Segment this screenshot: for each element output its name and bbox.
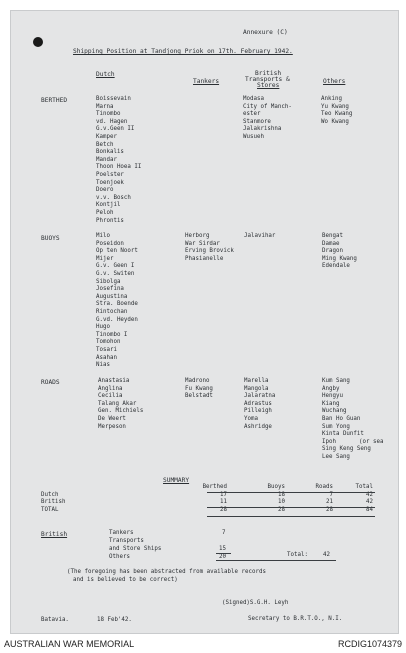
summary-cell: 42 xyxy=(366,491,373,498)
buoys-dutch-list xyxy=(96,233,138,370)
ship-name: Bonkalis xyxy=(96,149,124,156)
ship-name: Wusueh xyxy=(243,133,264,140)
ship-name: G.v.Geen II xyxy=(96,126,135,133)
ship-name: Jalavihar xyxy=(244,233,276,239)
ship-name: Hugo xyxy=(96,324,110,331)
summary-cell: 28 xyxy=(326,506,333,513)
summary-row-label: British xyxy=(41,499,66,506)
ship-name: Tomohon xyxy=(96,339,121,346)
ship-name: Milo xyxy=(96,233,110,239)
ship-name: Anastasia xyxy=(98,378,130,384)
ship-name: Pilleigh xyxy=(244,408,272,415)
summary-row-label: Dutch xyxy=(41,491,59,498)
heading-others: Others xyxy=(323,78,346,85)
heading-british: British xyxy=(255,70,282,77)
summary-cell: 28 xyxy=(278,506,285,513)
date: 18 Feb'42. xyxy=(97,617,132,623)
ship-name: Wuchang xyxy=(322,408,347,415)
ship-name: Herborg xyxy=(185,233,210,239)
ship-name: Ming Kwang xyxy=(322,255,357,262)
summary-bottom-rule xyxy=(207,516,375,517)
buoys-tankers-list xyxy=(185,233,234,263)
ship-name: Anglina xyxy=(98,385,123,392)
summary-cell: 42 xyxy=(366,499,373,506)
section-label-roads: ROADS xyxy=(41,379,60,386)
british-breakdown-value: 15 xyxy=(219,546,226,552)
summary-col-header: Buoys xyxy=(267,484,285,490)
footer-institution: AUSTRALIAN WAR MEMORIAL xyxy=(4,639,135,649)
note-line-2: and is believed to be correct) xyxy=(73,577,178,583)
ship-name: Madrono xyxy=(185,378,210,384)
british-breakdown-value: 7 xyxy=(222,530,226,536)
ship-name: Jalaratna xyxy=(244,393,276,400)
ship-name: City of Manch- xyxy=(243,103,292,110)
ship-name: Gen. Michiels xyxy=(98,408,144,415)
ship-name: Merpeson xyxy=(98,423,126,430)
british-total-value: 42 xyxy=(323,552,330,558)
archive-footer xyxy=(0,634,406,653)
ship-name: Toenjoek xyxy=(96,179,124,186)
ship-name: Sing Keng Seng xyxy=(322,446,371,453)
ship-name: Asahan xyxy=(96,354,117,361)
ship-name: Rintochan xyxy=(96,308,128,315)
summary-cell: 10 xyxy=(278,499,285,506)
ship-name: War Sirdar xyxy=(185,240,220,247)
document-page xyxy=(10,10,399,634)
summary-row xyxy=(41,499,373,507)
summary-col-header: Roads xyxy=(315,484,333,490)
ship-name: Poelster xyxy=(96,171,124,178)
summary-cell: 21 xyxy=(326,499,333,506)
ship-name: Stra. Boende xyxy=(96,301,138,308)
heading-transports: Transports & xyxy=(245,76,290,83)
annexure-label: Annexure (C) xyxy=(243,29,288,36)
ship-name: Mijer xyxy=(96,255,114,262)
document-title: Shipping Position at Tandjong Priok on 17th. February 1942. xyxy=(73,48,293,55)
ship-name: Yoma xyxy=(244,415,258,422)
ship-name: Op ten Noort xyxy=(96,248,138,255)
ship-name: Hengyu xyxy=(322,393,343,400)
heading-tankers: Tankers xyxy=(193,78,220,85)
roads-british-list xyxy=(244,378,275,431)
buoys-british-list xyxy=(244,233,275,241)
ship-name: Tinombo xyxy=(96,111,121,118)
british-breakdown-item: Others xyxy=(109,554,130,560)
buoys-others-list xyxy=(322,233,357,271)
ship-name: Ashridge xyxy=(244,423,272,430)
ship-name: Jalakrishna xyxy=(243,126,282,133)
punch-hole xyxy=(33,37,43,47)
ship-name: G.v. Geen I xyxy=(96,263,135,270)
ship-name: Marna xyxy=(96,103,114,110)
ship-name: G.vd. Heyden xyxy=(96,316,138,323)
place: Batavia. xyxy=(41,617,69,623)
ship-name: Thoon Hoea II xyxy=(96,164,142,171)
ship-name: Kontjil xyxy=(96,202,121,209)
british-breakdown-item: Tankers xyxy=(109,530,134,536)
berthed-others-list xyxy=(321,96,352,126)
ship-name: Dragon xyxy=(322,248,343,255)
ship-name: Stanmore xyxy=(243,118,271,125)
ship-name: Sum Yong xyxy=(322,423,350,430)
ship-name: Kiang xyxy=(322,400,340,407)
signatory-title: Secretary to B.R.T.O., N.I. xyxy=(248,616,343,622)
british-breakdown-item: and Store Ships xyxy=(109,546,162,552)
ship-name: Edendale xyxy=(322,263,350,270)
british-breakdown-label: British xyxy=(41,531,68,538)
summary-col-header: Total xyxy=(355,484,373,490)
berthed-dutch-list xyxy=(96,96,141,225)
summary-cell: 28 xyxy=(220,506,227,513)
ship-name: Bengat xyxy=(322,233,343,239)
ship-name: Mandar xyxy=(96,156,117,163)
ship-name: Lee Sang xyxy=(322,453,350,460)
summary-cell: 7 xyxy=(329,491,333,498)
breakdown-rule xyxy=(216,553,231,554)
ship-name: v.v. Bosch xyxy=(96,194,131,201)
ship-name: Ban Ho Guan xyxy=(322,415,361,422)
ship-name: Yu Kwang xyxy=(321,103,349,110)
roads-others-list xyxy=(322,378,371,462)
ship-name: vd. Hagen xyxy=(96,118,128,125)
roads-tankers-list xyxy=(185,378,213,401)
british-total-label: Total: xyxy=(287,552,308,558)
ship-name: Erving Brovick xyxy=(185,248,234,255)
ship-name: Kamper xyxy=(96,133,117,140)
summary-header-rule xyxy=(207,492,375,493)
ship-name: Modasa xyxy=(243,96,264,102)
ship-name: Cecilia xyxy=(98,393,123,400)
ship-name: Ipoh xyxy=(322,438,336,445)
ship-name: Augustina xyxy=(96,293,128,300)
ship-name: Poseidon xyxy=(96,240,124,247)
summary-row-label: TOTAL xyxy=(41,506,59,513)
british-breakdown-item: Transports xyxy=(109,538,144,544)
ship-name: Phrontis xyxy=(96,217,124,224)
section-label-buoys: BUOYS xyxy=(41,235,60,242)
ship-name: G.v. Switen xyxy=(96,270,135,277)
ship-name: Betch xyxy=(96,141,114,148)
section-label-berthed: BERTHED xyxy=(41,97,68,104)
roads-dutch-list xyxy=(98,378,143,431)
ship-name: ester xyxy=(243,111,261,118)
note-line-1: (The foregoing has been abstracted from available records xyxy=(67,569,266,575)
british-breakdown-value: 20 xyxy=(219,554,226,560)
ship-name: Josefina xyxy=(96,286,124,293)
ship-name: Marella xyxy=(244,378,269,384)
heading-dutch: Dutch xyxy=(96,71,115,78)
ship-name: Teo Kwang xyxy=(321,111,353,118)
summary-cell: 17 xyxy=(220,491,227,498)
ship-name: Sibolga xyxy=(96,278,121,285)
summary-col-header: Berthed xyxy=(202,484,227,490)
summary-header-row xyxy=(41,484,373,492)
summary-cell: 18 xyxy=(278,491,285,498)
total-rule xyxy=(216,560,336,561)
ship-name: Mangola xyxy=(244,385,269,392)
signature: (Signed)S.G.H. Leyh xyxy=(222,600,289,606)
summary-cell: 84 xyxy=(366,506,373,513)
ship-name: Fu Kwang xyxy=(185,385,213,392)
berthed-british-list xyxy=(243,96,292,142)
summary-table xyxy=(41,484,373,514)
footer-record-id: RCDIG1074379 xyxy=(337,639,402,649)
ship-name: Phasianelle xyxy=(185,255,224,262)
heading-stores: Stores xyxy=(257,82,280,89)
roads-others-note: (or sea xyxy=(359,439,384,445)
ship-name: Angby xyxy=(322,385,340,392)
ship-name: Wo Kwang xyxy=(321,118,349,125)
ship-name: Peloh xyxy=(96,209,114,216)
ship-name: Nias xyxy=(96,362,110,369)
ship-name: Doero xyxy=(96,187,114,194)
ship-name: Belstadt xyxy=(185,393,213,400)
summary-total-rule xyxy=(207,507,375,508)
ship-name: Tosari xyxy=(96,346,117,353)
ship-name: Kum Sang xyxy=(322,378,350,384)
ship-name: Damae xyxy=(322,240,340,247)
ship-name: De Weert xyxy=(98,415,126,422)
ship-name: Tinombo I xyxy=(96,331,128,338)
summary-heading: SUMMARY xyxy=(163,477,190,484)
ship-name: Adrastus xyxy=(244,400,272,407)
ship-name: Talang Akar xyxy=(98,400,137,407)
ship-name: Anking xyxy=(321,96,342,102)
ship-name: Kinta Dunfit xyxy=(322,431,364,438)
summary-cell: 11 xyxy=(220,499,227,506)
ship-name: Boissevain xyxy=(96,96,131,102)
